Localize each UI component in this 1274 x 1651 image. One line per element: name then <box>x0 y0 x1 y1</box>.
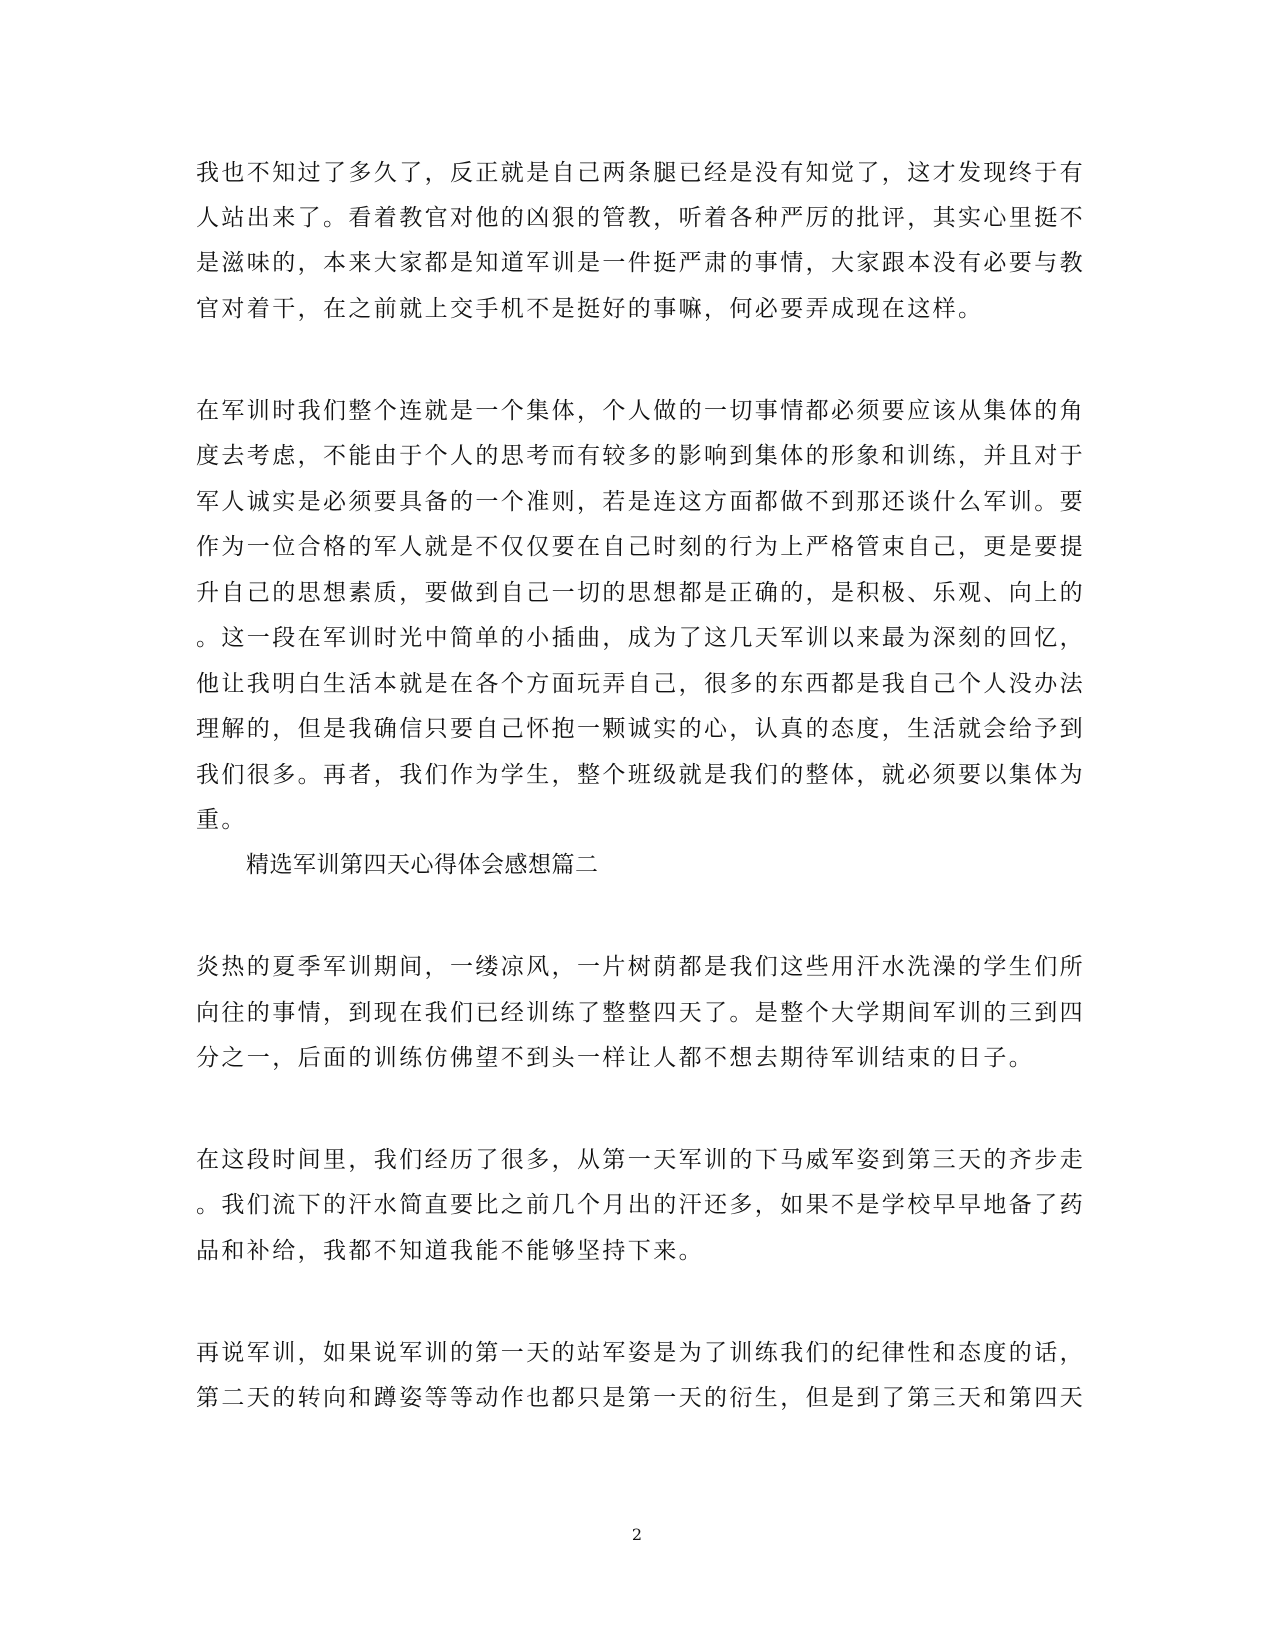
paragraph-2-line-3: 军人诚实是必须要具备的一个准则，若是连这方面都做不到那还谈什么军训。要 <box>196 489 1085 515</box>
paragraph-2-line-7: 他让我明白生活本就是在各个方面玩弄自己，很多的东西都是我自己个人没办法 <box>196 671 1085 697</box>
paragraph-5-line-2: 第二天的转向和蹲姿等等动作也都只是第一天的衍生，但是到了第三天和第四天 <box>196 1385 1085 1411</box>
paragraph-4-line-1: 在这段时间里，我们经历了很多，从第一天军训的下马威军姿到第三天的齐步走 <box>196 1147 1085 1173</box>
paragraph-2-line-2: 度去考虑，不能由于个人的思考而有较多的影响到集体的形象和训练，并且对于 <box>196 443 1085 469</box>
paragraph-1-line-1: 我也不知过了多久了，反正就是自己两条腿已经是没有知觉了，这才发现终于有 <box>196 160 1085 186</box>
paragraph-3-line-3: 分之一，后面的训练仿佛望不到头一样让人都不想去期待军训结束的日子。 <box>196 1045 1035 1071</box>
paragraph-3-line-1: 炎热的夏季军训期间，一缕凉风，一片树荫都是我们这些用汗水洗澡的学生们所 <box>196 954 1085 980</box>
paragraph-3-line-2: 向往的事情，到现在我们已经训练了整整四天了。是整个大学期间军训的三到四 <box>196 1000 1085 1026</box>
paragraph-4-line-3: 品和补给，我都不知道我能不能够坚持下来。 <box>196 1238 704 1264</box>
paragraph-4-line-2: 。我们流下的汗水简直要比之前几个月出的汗还多，如果不是学校早早地备了药 <box>196 1192 1085 1218</box>
paragraph-2-line-8: 理解的，但是我确信只要自己怀抱一颗诚实的心，认真的态度，生活就会给予到 <box>196 716 1085 742</box>
paragraph-2-line-1: 在军训时我们整个连就是一个集体，个人做的一切事情都必须要应该从集体的角 <box>196 398 1085 424</box>
paragraph-2-line-9: 我们很多。再者，我们作为学生，整个班级就是我们的整体，就必须要以集体为 <box>196 762 1085 788</box>
paragraph-2-line-5: 升自己的思想素质，要做到自己一切的思想都是正确的，是积极、乐观、向上的 <box>196 580 1085 606</box>
paragraph-1-line-4: 官对着干，在之前就上交手机不是挺好的事嘛，何必要弄成现在这样。 <box>196 296 984 322</box>
page-number: 2 <box>631 1525 643 1544</box>
paragraph-1-line-2: 人站出来了。看着教官对他的凶狠的管教，听着各种严厉的批评，其实心里挺不 <box>196 205 1085 231</box>
paragraph-2-line-10: 重。 <box>196 807 247 833</box>
section-heading: 精选军训第四天心得体会感想篇二 <box>246 852 599 878</box>
paragraph-2-line-4: 作为一位合格的军人就是不仅仅要在自己时刻的行为上严格管束自己，更是要提 <box>196 534 1085 560</box>
paragraph-1-line-3: 是滋味的，本来大家都是知道军训是一件挺严肃的事情，大家跟本没有必要与教 <box>196 250 1085 276</box>
paragraph-2-line-6: 。这一段在军训时光中简单的小插曲，成为了这几天军训以来最为深刻的回忆， <box>196 625 1085 651</box>
paragraph-5-line-1: 再说军训，如果说军训的第一天的站军姿是为了训练我们的纪律性和态度的话， <box>196 1340 1085 1366</box>
